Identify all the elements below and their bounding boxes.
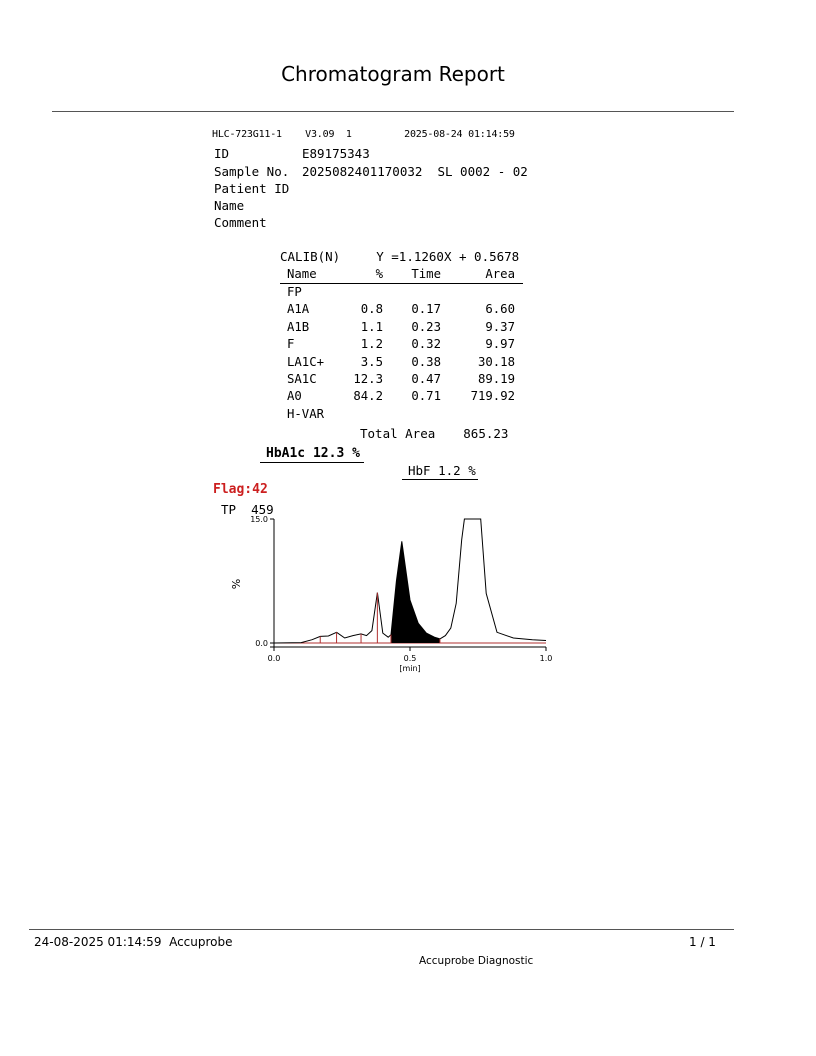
calibration-line: [280, 249, 519, 264]
instrument-line: [212, 129, 515, 140]
row-area: [441, 406, 523, 423]
row-percent: 12.3: [353, 372, 383, 387]
row-name: FP: [287, 285, 302, 299]
table-row: [280, 319, 523, 336]
row-time: [383, 406, 441, 423]
table-row: [280, 388, 523, 405]
name-row: [214, 198, 302, 213]
flag-code: Flag:42: [213, 482, 268, 497]
id-value: E89175343: [302, 146, 370, 161]
row-percent: 84.2: [353, 389, 383, 404]
total-area-line: [360, 426, 508, 441]
table-row: [280, 284, 523, 302]
shaded-peak-area: [391, 541, 440, 643]
footer-lab-name: Accuprobe Diagnostic: [419, 955, 534, 967]
results-header-row: [280, 266, 523, 284]
row-area: 6.60: [485, 302, 515, 317]
row-area: 9.97: [485, 337, 515, 352]
y-tick-label: 0.0: [255, 639, 268, 648]
row-area: 89.19: [477, 372, 515, 387]
comment-label: Comment: [214, 215, 267, 230]
id-row: [214, 146, 370, 161]
calibration-label: CALIB(N): [280, 249, 341, 264]
page-title: Chromatogram Report: [281, 62, 505, 86]
x-tick-label: 0.0: [267, 654, 281, 663]
row-percent: 1.2: [360, 337, 383, 352]
comment-row: [214, 215, 302, 230]
x-tick-label: 1.0: [539, 654, 553, 663]
hbf-result: HbF 1.2 %: [402, 463, 478, 480]
table-row: [280, 406, 523, 423]
calibration-equation: Y =1.1260X + 0.5678: [376, 249, 520, 264]
hba1c-result: HbA1c 12.3 %: [260, 446, 364, 463]
chromatogram-chart: [220, 510, 570, 680]
y-axis-label: %: [229, 578, 242, 590]
table-row: [280, 336, 523, 353]
instrument-timestamp: 2025-08-24 01:14:59: [404, 129, 515, 140]
y-tick-label: 15.0: [250, 515, 268, 524]
instrument-run: 1: [345, 129, 352, 140]
chromatogram-plot: [229, 515, 552, 673]
total-area-label: Total Area: [360, 426, 436, 441]
instrument-version: V3.09: [305, 129, 335, 140]
row-name: H-VAR: [287, 406, 325, 421]
row-name: F: [287, 337, 295, 352]
footer-datetime: 24-08-2025 01:14:59 Accuprobe: [34, 935, 233, 949]
sample-label: Sample No.: [214, 164, 290, 179]
row-time: [383, 284, 441, 302]
row-name: A0: [287, 389, 302, 404]
row-percent: 1.1: [360, 319, 383, 334]
results-table: [280, 266, 523, 423]
row-time: 0.32: [411, 337, 441, 352]
patient-id-label: Patient ID: [214, 181, 290, 196]
footer-divider: [29, 929, 734, 930]
total-area-value: 865.23: [463, 426, 509, 441]
row-area: [441, 284, 523, 302]
sample-position: SL 0002 - 02: [437, 164, 528, 179]
row-name: A1A: [287, 302, 310, 317]
col-header-time: Time: [383, 266, 441, 284]
x-axis-label: [min]: [399, 664, 421, 673]
table-row: [280, 371, 523, 388]
row-percent: [349, 406, 383, 423]
patient-id-row: [214, 181, 302, 196]
row-time: 0.17: [411, 302, 441, 317]
row-time: 0.23: [411, 319, 441, 334]
row-area: 9.37: [485, 319, 515, 334]
row-time: 0.47: [411, 372, 441, 387]
instrument-model: HLC-723G11-1: [212, 129, 282, 140]
id-label: ID: [214, 146, 230, 161]
x-tick-label: 0.5: [403, 654, 417, 663]
col-header-name: Name: [280, 266, 349, 284]
row-name: LA1C+: [287, 354, 325, 369]
row-percent: [349, 284, 383, 302]
tp-label: TP: [221, 502, 237, 517]
sample-value: 2025082401170032: [302, 164, 423, 179]
row-time: 0.71: [411, 389, 441, 404]
row-percent: 0.8: [360, 302, 383, 317]
tp-value: 459: [251, 502, 274, 517]
col-header-area: Area: [441, 266, 523, 284]
row-percent: 3.5: [360, 354, 383, 369]
row-area: 30.18: [477, 354, 515, 369]
row-area: 719.92: [470, 389, 515, 404]
col-header-percent: %: [349, 266, 383, 284]
row-name: A1B: [287, 319, 310, 334]
footer-page-number: 1 / 1: [689, 935, 716, 949]
sample-row: [214, 164, 528, 179]
table-row: [280, 354, 523, 371]
row-name: SA1C: [287, 372, 317, 387]
table-row: [280, 301, 523, 318]
header-divider: [52, 111, 734, 112]
name-label: Name: [214, 198, 245, 213]
row-time: 0.38: [411, 354, 441, 369]
